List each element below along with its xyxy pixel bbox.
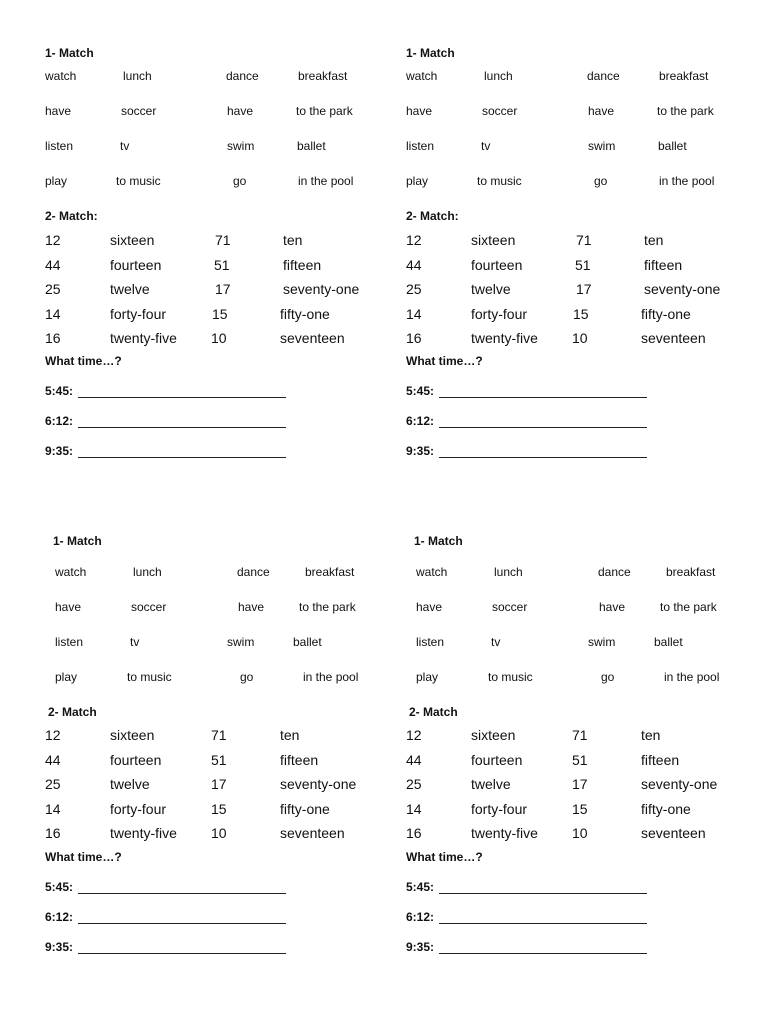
answer-line[interactable]	[439, 427, 647, 428]
word: dance	[587, 69, 620, 83]
time-title: What time…?	[406, 354, 483, 368]
word: to music	[116, 174, 161, 188]
answer-line[interactable]	[439, 457, 647, 458]
word: soccer	[482, 104, 518, 118]
word: swim	[588, 635, 616, 649]
word: tv	[120, 139, 130, 153]
word: breakfast	[659, 69, 709, 83]
number-word: seventy-one	[283, 281, 360, 297]
number-cell: 51	[211, 752, 227, 768]
time-label: 6:12:	[406, 414, 435, 428]
word: soccer	[131, 600, 167, 614]
word: have	[227, 104, 254, 118]
number-cell: 25	[406, 776, 422, 792]
number-word: fifty-one	[280, 306, 330, 322]
word: go	[233, 174, 247, 188]
section2-title: 2- Match	[409, 705, 458, 719]
number-cell: 17	[572, 776, 588, 792]
number-word: twenty-five	[110, 825, 177, 841]
number-cell: 25	[406, 281, 422, 297]
time-label: 9:35:	[406, 444, 435, 458]
number-word: sixteen	[471, 727, 516, 743]
number-word: fifteen	[641, 752, 680, 768]
time-label: 6:12:	[406, 910, 435, 924]
answer-line[interactable]	[439, 397, 647, 398]
word: dance	[226, 69, 259, 83]
number-cell: 15	[211, 801, 227, 817]
number-word: fifteen	[280, 752, 319, 768]
word: tv	[130, 635, 140, 649]
word: ballet	[658, 139, 687, 153]
word: to music	[488, 670, 533, 684]
answer-line[interactable]	[78, 427, 286, 428]
time-label: 5:45:	[45, 880, 74, 894]
number-cell: 14	[406, 801, 422, 817]
word: dance	[598, 565, 631, 579]
word: lunch	[123, 69, 152, 83]
number-cell: 12	[406, 727, 422, 743]
number-word: twenty-five	[110, 330, 177, 346]
time-label: 6:12:	[45, 910, 74, 924]
number-word: ten	[641, 727, 661, 743]
number-word: forty-four	[471, 801, 528, 817]
word: swim	[588, 139, 616, 153]
number-cell: 14	[45, 306, 61, 322]
answer-line[interactable]	[78, 953, 286, 954]
number-cell: 71	[215, 232, 231, 248]
word: in the pool	[298, 174, 354, 188]
number-cell: 12	[45, 232, 61, 248]
time-label: 9:35:	[406, 940, 435, 954]
number-word: fifteen	[283, 257, 322, 273]
number-cell: 17	[215, 281, 231, 297]
section1-title: 1- Match	[406, 46, 455, 60]
number-word: twelve	[110, 281, 150, 297]
word: soccer	[492, 600, 528, 614]
word: play	[416, 670, 439, 684]
number-cell: 14	[406, 306, 422, 322]
number-cell: 10	[572, 330, 588, 346]
number-cell: 71	[576, 232, 592, 248]
number-word: ten	[283, 232, 303, 248]
number-cell: 17	[211, 776, 227, 792]
number-word: twelve	[471, 281, 511, 297]
word: in the pool	[303, 670, 359, 684]
number-word: seventy-one	[280, 776, 357, 792]
number-word: fifty-one	[641, 306, 691, 322]
number-cell: 16	[45, 330, 61, 346]
number-cell: 71	[211, 727, 227, 743]
number-word: seventy-one	[644, 281, 721, 297]
word: lunch	[133, 565, 162, 579]
number-cell: 16	[45, 825, 61, 841]
time-label: 9:35:	[45, 444, 74, 458]
answer-line[interactable]	[78, 893, 286, 894]
word: ballet	[293, 635, 322, 649]
section1-title: 1- Match	[53, 534, 102, 548]
worksheet-top-right	[406, 44, 746, 514]
number-cell: 51	[214, 257, 230, 273]
word: to the park	[657, 104, 714, 118]
number-cell: 16	[406, 825, 422, 841]
number-word: twelve	[110, 776, 150, 792]
word: have	[588, 104, 615, 118]
number-cell: 15	[572, 801, 588, 817]
answer-line[interactable]	[439, 953, 647, 954]
word: listen	[45, 139, 74, 153]
answer-line[interactable]	[439, 893, 647, 894]
number-word: seventeen	[280, 330, 345, 346]
word: swim	[227, 139, 255, 153]
number-word: sixteen	[110, 727, 155, 743]
time-label: 6:12:	[45, 414, 74, 428]
word: to the park	[299, 600, 356, 614]
section2-title: 2- Match:	[45, 209, 98, 223]
word: to music	[477, 174, 522, 188]
word: tv	[491, 635, 501, 649]
word: soccer	[121, 104, 157, 118]
word: have	[45, 104, 72, 118]
word: play	[406, 174, 429, 188]
word: in the pool	[664, 670, 720, 684]
word: have	[238, 600, 265, 614]
number-word: forty-four	[110, 306, 167, 322]
word: breakfast	[666, 565, 716, 579]
word: in the pool	[659, 174, 715, 188]
time-label: 5:45:	[406, 384, 435, 398]
worksheet-top-left	[45, 44, 385, 514]
number-cell: 15	[573, 306, 589, 322]
number-word: twenty-five	[471, 330, 538, 346]
number-cell: 71	[572, 727, 588, 743]
worksheet-bottom-left	[45, 532, 385, 1002]
number-cell: 51	[575, 257, 591, 273]
number-cell: 51	[572, 752, 588, 768]
number-cell: 14	[45, 801, 61, 817]
number-word: seventeen	[641, 330, 706, 346]
section2-title: 2- Match:	[406, 209, 459, 223]
word: watch	[406, 69, 438, 83]
number-word: sixteen	[471, 232, 516, 248]
answer-line[interactable]	[78, 457, 286, 458]
number-word: fourteen	[471, 752, 523, 768]
worksheet-bottom-right	[406, 532, 746, 1002]
number-cell: 25	[45, 776, 61, 792]
number-word: twelve	[471, 776, 511, 792]
word: watch	[416, 565, 448, 579]
word: listen	[55, 635, 84, 649]
number-word: forty-four	[110, 801, 167, 817]
number-word: fourteen	[471, 257, 523, 273]
section2-title: 2- Match	[48, 705, 97, 719]
time-title: What time…?	[45, 354, 122, 368]
number-cell: 12	[406, 232, 422, 248]
number-word: fifty-one	[641, 801, 691, 817]
word: lunch	[494, 565, 523, 579]
number-word: fifty-one	[280, 801, 330, 817]
time-title: What time…?	[406, 850, 483, 864]
word: to music	[127, 670, 172, 684]
number-word: seventeen	[641, 825, 706, 841]
number-cell: 44	[406, 257, 422, 273]
section1-title: 1- Match	[414, 534, 463, 548]
word: swim	[227, 635, 255, 649]
number-cell: 25	[45, 281, 61, 297]
number-cell: 15	[212, 306, 228, 322]
word: ballet	[297, 139, 326, 153]
word: tv	[481, 139, 491, 153]
number-word: ten	[280, 727, 300, 743]
time-title: What time…?	[45, 850, 122, 864]
number-word: forty-four	[471, 306, 528, 322]
answer-line[interactable]	[78, 923, 286, 924]
number-word: seventy-one	[641, 776, 718, 792]
word: have	[599, 600, 626, 614]
word: listen	[416, 635, 445, 649]
number-cell: 44	[45, 752, 61, 768]
number-word: fifteen	[644, 257, 683, 273]
word: breakfast	[305, 565, 355, 579]
word: go	[594, 174, 608, 188]
word: play	[45, 174, 68, 188]
word: go	[240, 670, 254, 684]
word: watch	[45, 69, 77, 83]
word: listen	[406, 139, 435, 153]
answer-line[interactable]	[439, 923, 647, 924]
number-word: seventeen	[280, 825, 345, 841]
word: dance	[237, 565, 270, 579]
number-cell: 44	[406, 752, 422, 768]
number-cell: 44	[45, 257, 61, 273]
number-word: ten	[644, 232, 664, 248]
word: go	[601, 670, 615, 684]
number-cell: 10	[211, 825, 227, 841]
word: lunch	[484, 69, 513, 83]
word: breakfast	[298, 69, 348, 83]
time-label: 5:45:	[406, 880, 435, 894]
word: have	[55, 600, 82, 614]
number-word: sixteen	[110, 232, 155, 248]
word: to the park	[660, 600, 717, 614]
word: to the park	[296, 104, 353, 118]
number-word: fourteen	[110, 752, 162, 768]
number-cell: 17	[576, 281, 592, 297]
time-label: 9:35:	[45, 940, 74, 954]
word: watch	[55, 565, 87, 579]
number-cell: 10	[211, 330, 227, 346]
section1-title: 1- Match	[45, 46, 94, 60]
word: have	[416, 600, 443, 614]
number-word: fourteen	[110, 257, 162, 273]
word: play	[55, 670, 78, 684]
word: have	[406, 104, 433, 118]
word: ballet	[654, 635, 683, 649]
number-cell: 10	[572, 825, 588, 841]
answer-line[interactable]	[78, 397, 286, 398]
number-word: twenty-five	[471, 825, 538, 841]
time-label: 5:45:	[45, 384, 74, 398]
number-cell: 16	[406, 330, 422, 346]
number-cell: 12	[45, 727, 61, 743]
